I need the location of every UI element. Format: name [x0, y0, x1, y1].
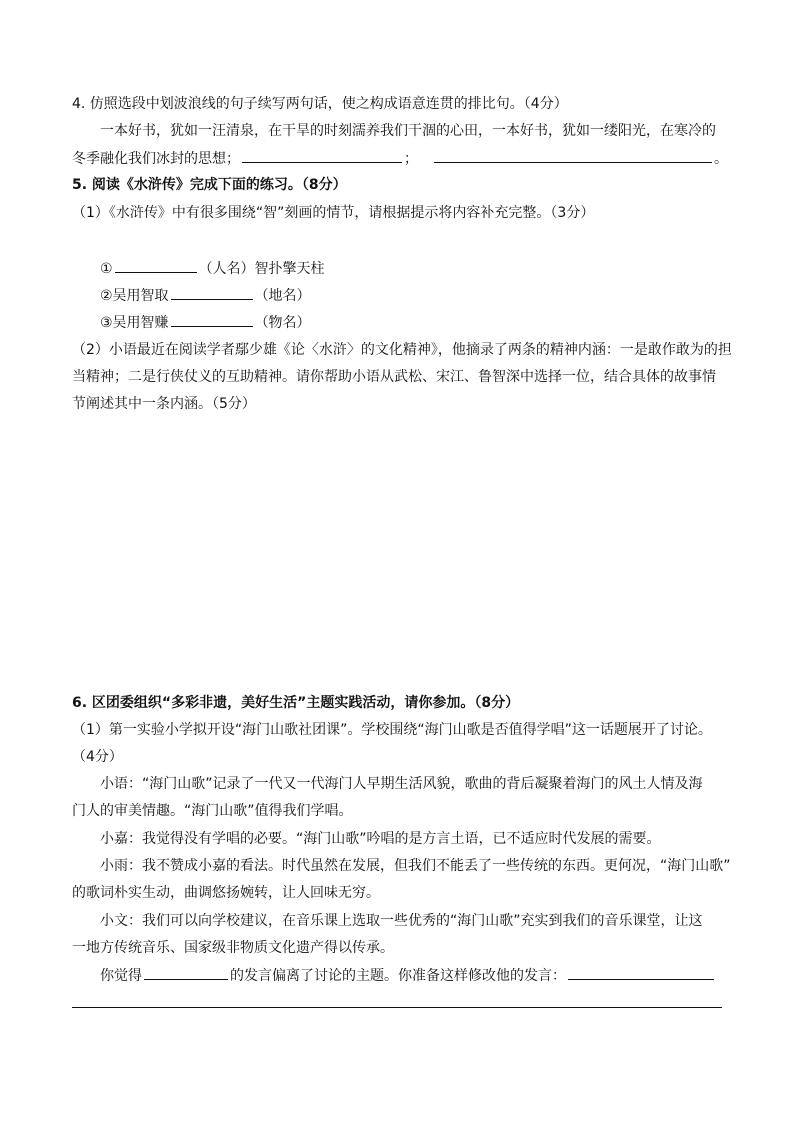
q5-item-3-label-b: （物名） [254, 315, 311, 331]
q6-answer-name-blank[interactable] [144, 965, 228, 980]
q5-item-2-blank[interactable] [171, 285, 253, 300]
q5-item-2-label-a: ②吴用智取 [100, 288, 169, 304]
q6-xiaojia-line: 小嘉：我觉得没有学唱的必要。“海门山歌”吟唱的是方言土语，已不适应时代发展的需要。 [100, 831, 661, 847]
q5-item-1-number: ① [100, 261, 113, 277]
q5-item-3-label-a: ③吴用智赚 [100, 315, 169, 331]
q6-heading: 6. 区团委组织“多彩非遗，美好生活”主题实践活动，请你参加。（8分） [72, 695, 520, 711]
q6-answer-line [100, 965, 716, 986]
q5-item-1 [100, 258, 325, 279]
q5-part2-line-3: 节阐述其中一条内涵。（5分） [72, 396, 256, 412]
q6-xiaowen-line-2: 一地方传统音乐、国家级非物质文化遗产得以传承。 [72, 940, 394, 956]
q4-prompt: 4. 仿照选段中划波浪线的句子续写两句话，使之构成语意连贯的排比句。（4分） [72, 96, 568, 112]
q6-xiaoyu-line-1: 小语：“海门山歌”记录了一代又一代海门人早期生活风貌，歌曲的背后凝聚着海门的风土人情及海 [100, 776, 703, 792]
q5-heading: 5. 阅读《水浒传》完成下面的练习。（8分） [72, 177, 347, 193]
q4-answer-blank-2[interactable] [434, 148, 712, 163]
q5-item-1-label: （人名）智扑擎天柱 [198, 261, 325, 277]
q5-part1-prompt: （1）《水浒传》中有很多围绕“智”刻画的情节，请根据提示将内容补充完整。（3分） [72, 205, 595, 221]
q6-xiaoyu-line-2: 门人的审美情趣。“海门山歌”值得我们学唱。 [72, 803, 353, 819]
q5-item-3 [100, 312, 311, 333]
q6-answer-rule[interactable] [72, 1007, 722, 1008]
q4-text-line-1: 一本好书，犹如一汪清泉，在干旱的时刻濡养我们干涸的心田，一本好书，犹如一缕阳光，在寒冷的 [100, 123, 716, 139]
q4-separator: ； [404, 151, 418, 167]
q4-text-line-2 [72, 148, 728, 169]
q5-item-3-blank[interactable] [171, 312, 253, 327]
q4-answer-blank-1[interactable] [242, 148, 402, 163]
q6-xiaoyu2-line-2: 的歌词朴实生动，曲调悠扬婉转，让人回味无穷。 [72, 885, 380, 901]
q6-answer-label-b: 的发言偏离了讨论的主题。你准备这样修改他的发言： [230, 968, 566, 984]
q4-end-mark: 。 [714, 151, 728, 167]
q6-xiaoyu2-line-1: 小雨：我不赞成小嘉的看法。时代虽然在发展，但我们不能丢了一些传统的东西。更何况，“海门山歌” [100, 858, 731, 874]
q5-item-1-blank[interactable] [115, 258, 197, 273]
q4-text-line-2-start: 冬季融化我们冰封的思想； [72, 151, 240, 167]
q6-answer-revision-blank[interactable] [568, 965, 714, 980]
q5-item-2-label-b: （地名） [254, 288, 311, 304]
q5-item-2 [100, 285, 311, 306]
q6-part1-line-1: （1）第一实验小学拟开设“海门山歌社团课”。学校围绕“海门山歌是否值得学唱”这一话题展开了讨论。 [72, 722, 712, 738]
q5-part2-line-2: 当精神；二是行侠仗义的互助精神。请你帮助小语从武松、宋江、鲁智深中选择一位，结合具体的故事情 [72, 369, 716, 385]
q6-xiaowen-line-1: 小文：我们可以向学校建议，在音乐课上选取一些优秀的“海门山歌”充实到我们的音乐课堂，让这 [100, 913, 703, 929]
q5-part2-line-1: （2）小语最近在阅读学者鄢少雄《论〈水浒〉的文化精神》，他摘录了两条的精神内涵：一是敢作敢为的担 [72, 342, 732, 358]
q6-answer-label-a: 你觉得 [100, 968, 142, 984]
q6-part1-line-2: （4分） [72, 749, 123, 765]
